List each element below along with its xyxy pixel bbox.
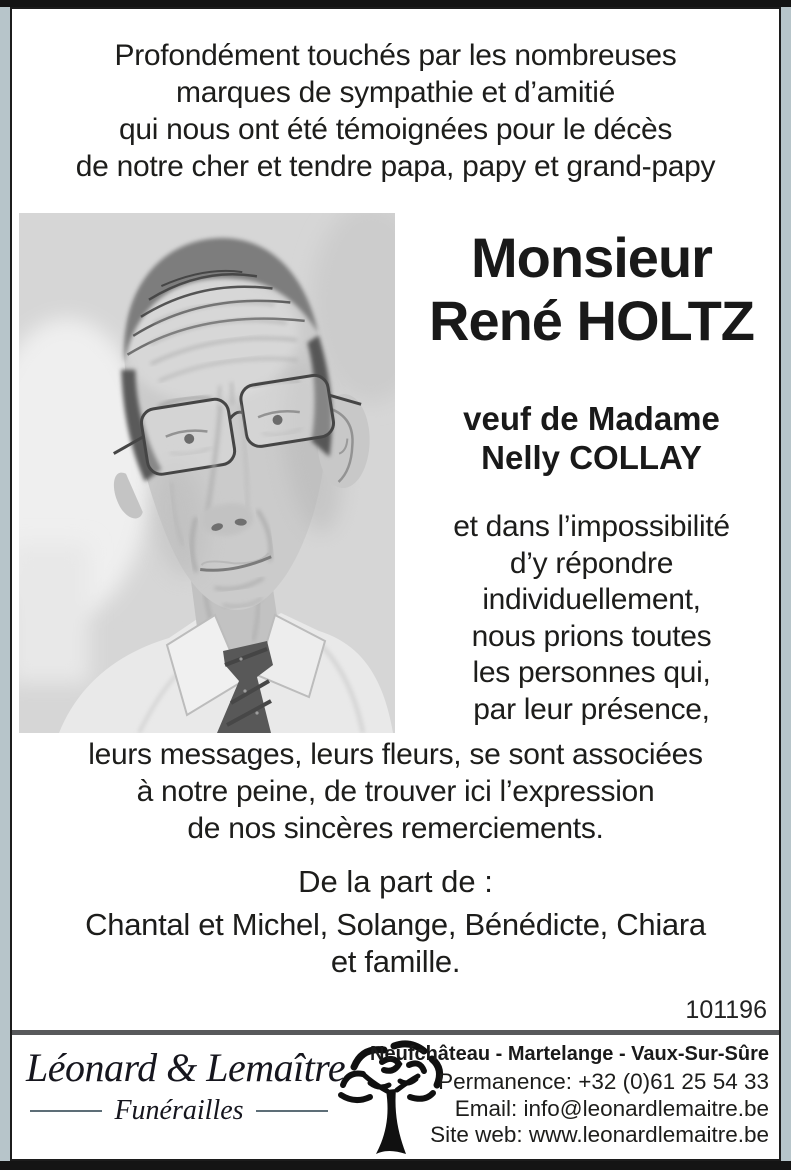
funeral-home-subtitle: Funérailles [114,1095,244,1126]
relation-line: veuf de Madame [463,400,720,437]
attribution-line: et famille. [330,944,461,979]
portrait-photo [19,213,395,733]
right-edge-strip [781,7,791,1161]
message-line: par leur présence, [473,692,710,726]
reference-number: 101196 [685,996,767,1024]
subtitle-rule-right [256,1110,328,1112]
attribution-names [12,906,779,980]
message-line: les personnes qui, [472,656,711,690]
intro-line: de notre cher et tendre papa, papy et grand-papy [75,150,716,183]
card-frame [10,7,781,1161]
message-line: d’y répondre [509,546,674,580]
message-line: individuellement, [482,583,701,617]
funeral-home-subtitle-row [26,1095,332,1127]
attribution-label: De la part de : [298,864,493,899]
message-full-width [12,736,779,847]
message-line: à notre peine, de trouver ici l’expression [136,775,655,808]
relation-text [404,399,779,477]
deceased-title: Monsieur [471,226,712,289]
locations-line: Neufchâteau - Martelange - Vaux-Sur-Sûre [370,1043,769,1065]
contact-block [370,1041,769,1148]
intro-line: Profondément touchés par les nombreuses [114,39,677,72]
message-line: de nos sincères remerciements. [187,812,604,845]
left-edge-strip [0,7,10,1161]
intro-line: marques de sympathie et d’amitié [176,76,615,109]
deceased-name-heading [404,226,779,352]
message-line: nous prions toutes [471,619,712,653]
funeral-home-name: Léonard & Lemaître [26,1045,346,1090]
email-line: Email: info@leonardlemaitre.be [454,1095,769,1121]
relation-line: Nelly COLLAY [481,439,702,476]
attribution-line: Chantal et Michel, Solange, Bénédicte, Chiara [85,907,706,942]
phone-line: Permanence: +32 (0)61 25 54 33 [438,1069,769,1094]
website-line: Site web: www.leonardlemaitre.be [430,1122,769,1147]
intro-line: qui nous ont été témoignées pour le décès [118,113,673,146]
bottom-border-bar [0,1161,791,1170]
message-line: leurs messages, leurs fleurs, se sont associées [88,738,703,771]
subtitle-rule-left [30,1110,102,1112]
message-line: et dans l’impossibilité [453,510,730,543]
deceased-name: René HOLTZ [429,289,754,352]
top-border-bar [0,0,791,7]
funeral-home-logo [26,1045,346,1127]
message-column-text [404,509,779,729]
deceased-column [404,213,779,729]
intro-paragraph [12,37,779,185]
